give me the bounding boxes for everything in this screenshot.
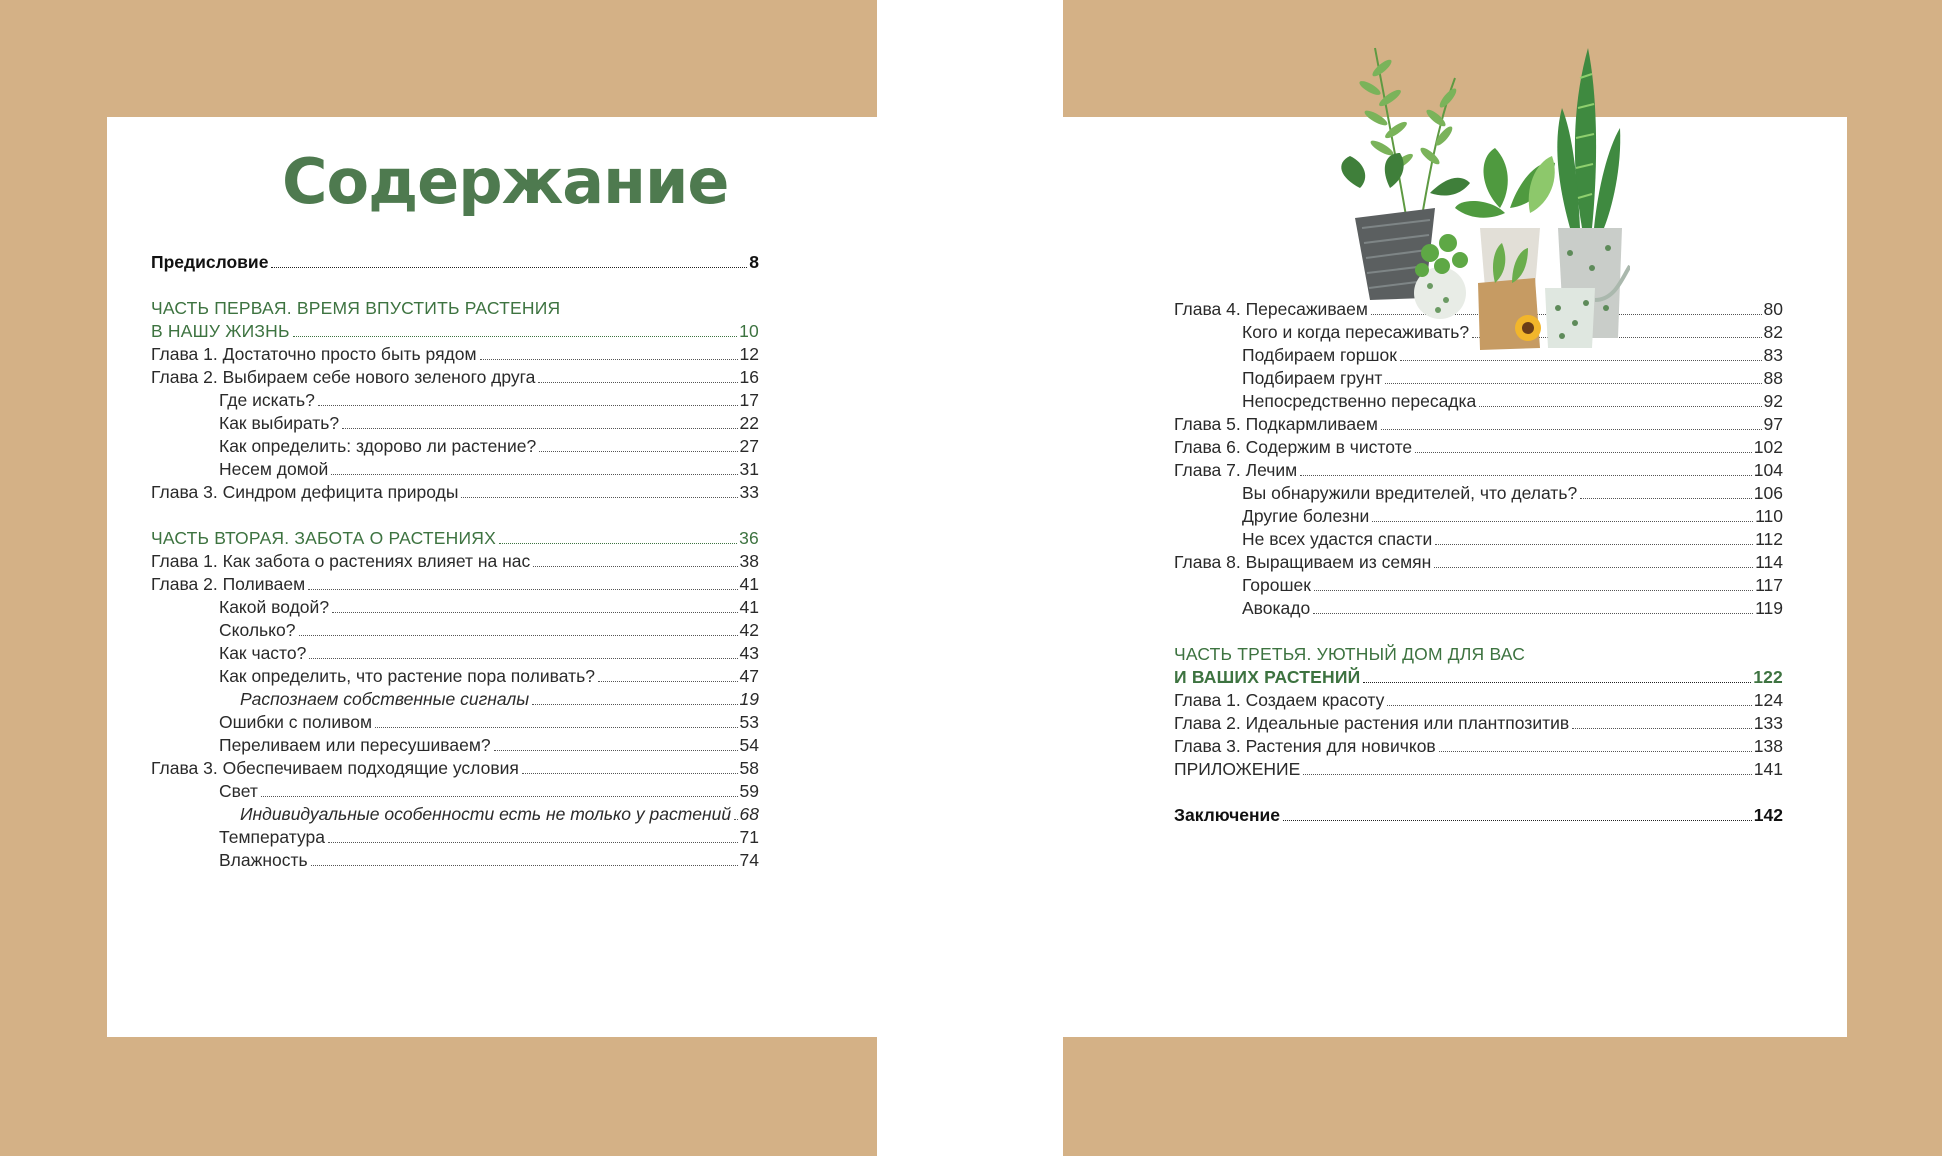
potted-plants-illustration [1330, 38, 1630, 354]
toc-entry-title: Сколько? [219, 620, 296, 640]
toc-page-number: 17 [739, 390, 759, 410]
toc-page-number: 41 [739, 574, 759, 594]
toc-page-number: 114 [1755, 552, 1783, 572]
toc-title: Содержание [282, 145, 729, 218]
dot-leader [342, 428, 737, 429]
toc-page-number: 16 [739, 367, 759, 387]
toc-entry-title: ЧАСТЬ ВТОРАЯ. ЗАБОТА О РАСТЕНИЯХ [151, 528, 496, 548]
dot-leader [308, 589, 737, 590]
toc-entry [151, 845, 759, 871]
toc-entry-title: Какой водой? [219, 597, 330, 617]
dot-leader [1479, 406, 1761, 407]
toc-entry-title: Влажность [219, 850, 308, 870]
toc-page-number: 80 [1763, 299, 1783, 319]
dot-leader [1400, 360, 1762, 361]
toc-entry-title: Глава 2. Поливаем [151, 574, 306, 594]
toc-entry [1174, 754, 1783, 780]
toc-entry-title: Переливаем или пересушиваем? [219, 735, 491, 755]
dot-leader [461, 497, 737, 498]
toc-page-number: 102 [1753, 437, 1783, 457]
toc-page-number: 88 [1763, 368, 1783, 388]
toc-entry-title: Предисловие [151, 252, 269, 272]
toc-entry-title: Глава 8. Выращиваем из семян [1174, 552, 1432, 572]
toc-entry-title: Глава 1. Достаточно просто быть рядом [151, 344, 477, 364]
toc-page-number: 117 [1755, 575, 1783, 595]
toc-entry-title: Как выбирать? [219, 413, 340, 433]
toc-page-number: 119 [1755, 598, 1783, 618]
dot-leader [522, 773, 738, 774]
dot-leader [734, 819, 737, 820]
toc-page-number: 104 [1753, 460, 1783, 480]
dot-leader [1314, 590, 1753, 591]
toc-entry-title: Глава 3. Обеспечиваем подходящие условия [151, 758, 519, 778]
dot-leader [539, 451, 737, 452]
dot-leader [331, 474, 737, 475]
toc-entry-title: И ВАШИХ РАСТЕНИЙ [1174, 667, 1361, 687]
toc-entry-title: Как определить: здорово ли растение? [219, 436, 537, 456]
toc-entry-title: Как часто? [219, 643, 307, 663]
toc-entry [1174, 800, 1783, 826]
toc-page-number: 71 [739, 827, 759, 847]
dot-leader [1415, 452, 1752, 453]
toc-entry-title: Подбираем грунт [1242, 368, 1383, 388]
dot-leader [1580, 498, 1752, 499]
left-page [107, 117, 877, 1037]
dot-leader [332, 612, 737, 613]
dot-leader [1387, 705, 1751, 706]
toc-entry [1174, 593, 1783, 619]
toc-page-number: 41 [739, 597, 759, 617]
dot-leader [293, 336, 737, 337]
toc-entry [151, 477, 759, 503]
toc-entry-title: Глава 7. Лечим [1174, 460, 1298, 480]
toc-entry-title: Глава 5. Подкармливаем [1174, 414, 1378, 434]
toc-page-number: 112 [1755, 529, 1783, 549]
toc-page-number: 22 [739, 413, 759, 433]
dot-leader [299, 635, 738, 636]
toc-entry-title: Температура [219, 827, 325, 847]
dot-leader [1435, 544, 1753, 545]
toc-entry-title: Глава 1. Создаем красоту [1174, 690, 1385, 710]
toc-page-number: 31 [739, 459, 759, 479]
toc-page-number: 74 [739, 850, 759, 870]
toc-page-number: 38 [739, 551, 759, 571]
toc-entry-title: Глава 2. Идеальные растения или плантпозитив [1174, 713, 1570, 733]
toc-entry-title: Глава 6. Содержим в чистоте [1174, 437, 1413, 457]
dot-leader [499, 543, 737, 544]
dot-leader [1303, 774, 1752, 775]
toc-entry-title: ЧАСТЬ ПЕРВАЯ. ВРЕМЯ ВПУСТИТЬ РАСТЕНИЯ [151, 298, 561, 318]
toc-entry-title: Свет [219, 781, 258, 801]
dot-leader [532, 704, 737, 705]
dot-leader [538, 382, 737, 383]
toc-entry-title: Как определить, что растение пора поливать? [219, 666, 595, 686]
dot-leader [328, 842, 738, 843]
toc-page-number: 53 [739, 712, 759, 732]
dot-leader [311, 865, 738, 866]
toc-page-number: 54 [739, 735, 759, 755]
dot-leader [1372, 521, 1753, 522]
toc-entry [151, 247, 759, 273]
toc-page-number: 68 [739, 804, 759, 824]
toc-entry-title: Несем домой [219, 459, 329, 479]
dot-leader [1439, 751, 1752, 752]
toc-entry-title: Распознаем собственные сигналы [240, 689, 530, 709]
dot-leader [375, 727, 738, 728]
toc-page-number: 106 [1753, 483, 1783, 503]
toc-page-number: 47 [739, 666, 759, 686]
toc-page-number: 133 [1753, 713, 1783, 733]
toc-page-number: 36 [739, 528, 759, 548]
dot-leader [1313, 613, 1753, 614]
dot-leader [1381, 429, 1762, 430]
dot-leader [598, 681, 738, 682]
dot-leader [1300, 475, 1752, 476]
toc-page-number: 141 [1753, 759, 1783, 779]
toc-page-number: 82 [1763, 322, 1783, 342]
toc-entry-title: Заключение [1174, 805, 1281, 825]
toc-page-number: 59 [739, 781, 759, 801]
dot-leader [533, 566, 737, 567]
toc-page-number: 122 [1753, 667, 1783, 687]
toc-entry-title: Вы обнаружили вредителей, что делать? [1242, 483, 1578, 503]
dot-leader [1434, 567, 1753, 568]
toc-entry-title: Глава 1. Как забота о растениях влияет на нас [151, 551, 531, 571]
dot-leader [494, 750, 738, 751]
dot-leader [1385, 383, 1761, 384]
toc-page-number: 58 [739, 758, 759, 778]
toc-page-number: 92 [1763, 391, 1783, 411]
dot-leader [480, 359, 738, 360]
toc-entry-title: Глава 4. Пересаживаем [1174, 299, 1368, 319]
dot-leader [309, 658, 737, 659]
toc-page-number: 33 [739, 482, 759, 502]
toc-page-number: 19 [739, 689, 759, 709]
dot-leader [1363, 682, 1751, 683]
toc-entry-title: Глава 3. Синдром дефицита природы [151, 482, 459, 502]
toc-page-number: 110 [1755, 506, 1783, 526]
toc-page-number: 12 [739, 344, 759, 364]
toc-entry-title: Горошек [1242, 575, 1311, 595]
toc-page-number: 43 [739, 643, 759, 663]
toc-entry-title: Авокадо [1242, 598, 1311, 618]
toc-page-number: 27 [739, 436, 759, 456]
toc-page-number: 83 [1763, 345, 1783, 365]
dot-leader [318, 405, 738, 406]
toc-entry-title: Не всех удастся спасти [1242, 529, 1433, 549]
toc-page-number: 8 [749, 252, 759, 272]
toc-page-number: 10 [739, 321, 759, 341]
toc-entry-title: Подбираем горшок [1242, 345, 1397, 365]
toc-entry-title: Другие болезни [1242, 506, 1370, 526]
toc-entry-title: Непосредственно пересадка [1242, 391, 1477, 411]
dot-leader [271, 267, 747, 268]
toc-entry-title: Где искать? [219, 390, 315, 410]
toc-entry-title: Глава 2. Выбираем себе нового зеленого друга [151, 367, 536, 387]
toc-entry-title: Глава 3. Растения для новичков [1174, 736, 1436, 756]
toc-entry-title: ЧАСТЬ ТРЕТЬЯ. УЮТНЫЙ ДОМ ДЛЯ ВАС [1174, 644, 1526, 664]
dot-leader [1283, 820, 1752, 821]
toc-entry-title: ПРИЛОЖЕНИЕ [1174, 759, 1301, 779]
toc-entry-title: Ошибки с поливом [219, 712, 373, 732]
toc-page-number: 97 [1763, 414, 1783, 434]
toc-entry-title: Кого и когда пересаживать? [1242, 322, 1470, 342]
toc-entry-title: В НАШУ ЖИЗНЬ [151, 321, 290, 341]
dot-leader [1572, 728, 1752, 729]
toc-page-number: 124 [1753, 690, 1783, 710]
toc-page-number: 142 [1753, 805, 1783, 825]
toc-page-number: 42 [739, 620, 759, 640]
toc-entry-title: Индивидуальные особенности есть не только у растений [240, 804, 732, 824]
toc-page-number: 138 [1753, 736, 1783, 756]
dot-leader [261, 796, 738, 797]
